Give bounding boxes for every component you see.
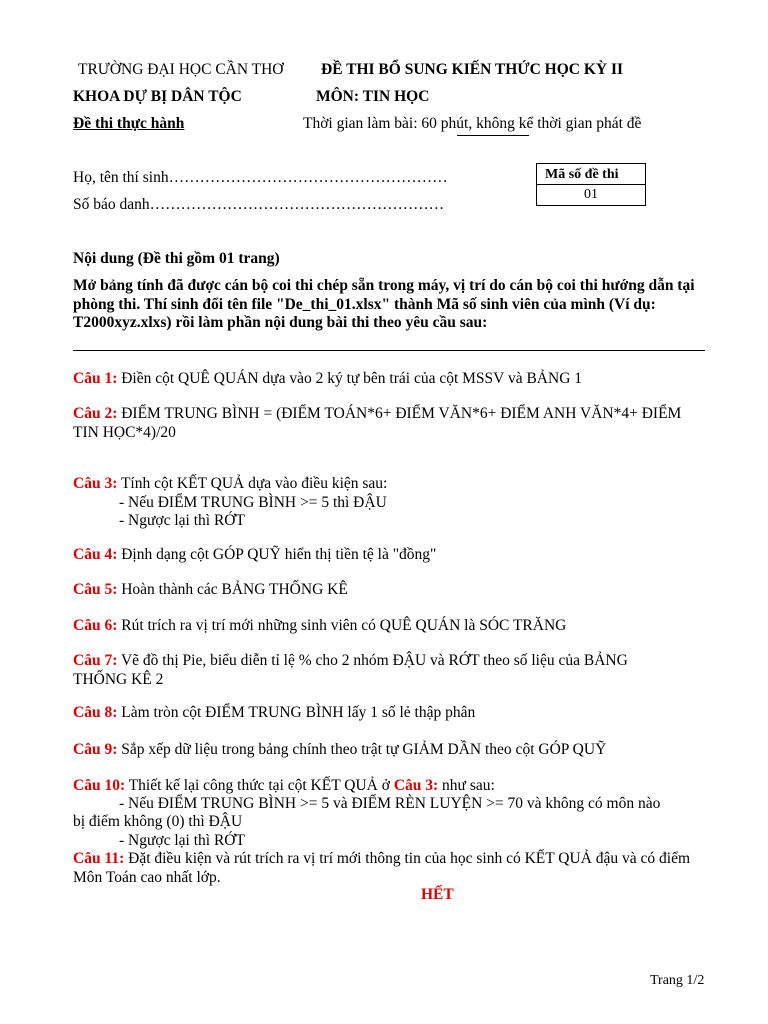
question-10-condition-2: - Ngược lại thì RỚT [119,832,245,849]
question-3-condition-1: - Nếu ĐIỂM TRUNG BÌNH >= 5 thì ĐẬU [119,494,387,511]
question-7-text: Vẽ đồ thị Pie, biểu diễn tỉ lệ % cho 2 nhóm ĐẬU và RỚT theo số liệu của BẢNG THỐNG KÊ 2 [73,652,628,688]
question-2-text: ĐIỂM TRUNG BÌNH = (ĐIỂM TOÁN*6+ ĐIỂM VĂN*6+ ĐIỂM ANH VĂN*4+ ĐIỂM TIN HỌC*4)/20 [73,405,682,441]
question-11-text: Đặt điều kiện và rút trích ra vị trí mới thông tin của học sinh có KẾT QUẢ đậu và có điểm Môn Toán cao nhất lớp. [73,850,691,886]
content-title: Nội dung (Đề thi gồm 01 trang) [73,250,280,267]
question-7-label: Câu 7: [73,652,118,669]
end-text: HẾT [421,886,454,903]
question-7 [73,652,633,689]
question-2 [73,405,703,442]
question-3 [73,475,713,494]
question-4-text: Định dạng cột GÓP QUỸ hiển thị tiền tệ là "đồng" [117,546,437,563]
question-10-condition-1b: bị điểm không (0) thì ĐẬU [73,813,243,830]
question-8 [73,704,713,723]
exam-code-value: 01 [584,187,598,202]
question-4-label: Câu 4: [73,546,118,563]
question-6-text: Rút trích ra vị trí mới những sinh viên có QUÊ QUÁN là SÓC TRĂNG [117,617,567,634]
exam-code-box [536,163,646,206]
question-5-text: Hoàn thành các BẢNG THỐNG KÊ [117,581,348,598]
candidate-id-line: Số báo danh………………………………………………… [73,196,445,213]
question-3-text: Tính cột KẾT QUẢ dựa vào điều kiện sau: [117,475,388,492]
question-1 [73,370,713,389]
question-4 [73,546,713,565]
question-3-label: Câu 3: [73,475,118,492]
question-9-label: Câu 9: [73,741,118,758]
page-number: Trang 1/2 [650,973,705,988]
intro-text: Mở bảng tính đã được cán bộ coi thi chép sẵn trong máy, vị trí do cán bộ coi thi hướng dẫn tại phòng thi. Thí sinh đổi tên file "De_thi_01.xlsx" thành Mã số sinh viên của mình (Ví dụ: T2000xyz.xlxs) rồi làm phần nội dung bài thi theo yêu cầu sau: [73,277,695,331]
question-10-text-a: Thiết kế lại công thức tại cột KẾT QUẢ ở [125,777,394,794]
question-9-text: Sắp xếp dữ liệu trong bảng chính theo trật tự GIẢM DẦN theo cột GÓP QUỸ [117,741,607,758]
question-1-text: Điền cột QUÊ QUÁN dựa vào 2 ký tự bên trái của cột MSSV và BẢNG 1 [117,370,583,387]
question-2-label: Câu 2: [73,405,118,422]
question-5 [73,581,713,600]
exam-code-label: Mã số đề thi [537,164,645,185]
duration-underline [457,135,529,136]
question-6 [73,617,713,636]
question-9 [73,741,713,760]
question-5-label: Câu 5: [73,581,118,598]
question-6-label: Câu 6: [73,617,118,634]
candidate-name-line: Họ, tên thí sinh……………………………………………… [73,169,448,186]
question-10 [73,777,713,796]
question-10-label: Câu 10: [73,777,126,794]
question-10-condition-1a: - Nếu ĐIỂM TRUNG BÌNH >= 5 và ĐIỂM RÈN LUYỆN >= 70 và không có môn nào [119,795,661,812]
question-1-label: Câu 1: [73,370,118,387]
question-8-label: Câu 8: [73,704,118,721]
divider [73,350,705,351]
subject-name: MÔN: TIN HỌC [316,88,430,105]
exam-duration: Thời gian làm bài: 60 phút, không kể thời gian phát đề [303,115,642,132]
question-11-label: Câu 11: [73,850,125,867]
question-10-text-b: như sau: [438,777,495,794]
question-3-condition-2: - Ngược lại thì RỚT [119,512,245,529]
exam-type: Đề thi thực hành [73,115,185,132]
exam-title: ĐỀ THI BỔ SUNG KIẾN THỨC HỌC KỲ II [321,61,624,78]
question-11 [73,850,713,887]
faculty-name: KHOA DỰ BỊ DÂN TỘC [73,88,242,105]
school-name: TRƯỜNG ĐẠI HỌC CẦN THƠ [78,61,284,78]
question-10-ref: Câu 3: [393,777,439,794]
question-8-text: Làm tròn cột ĐIỂM TRUNG BÌNH lấy 1 số lẻ thập phân [117,704,476,721]
